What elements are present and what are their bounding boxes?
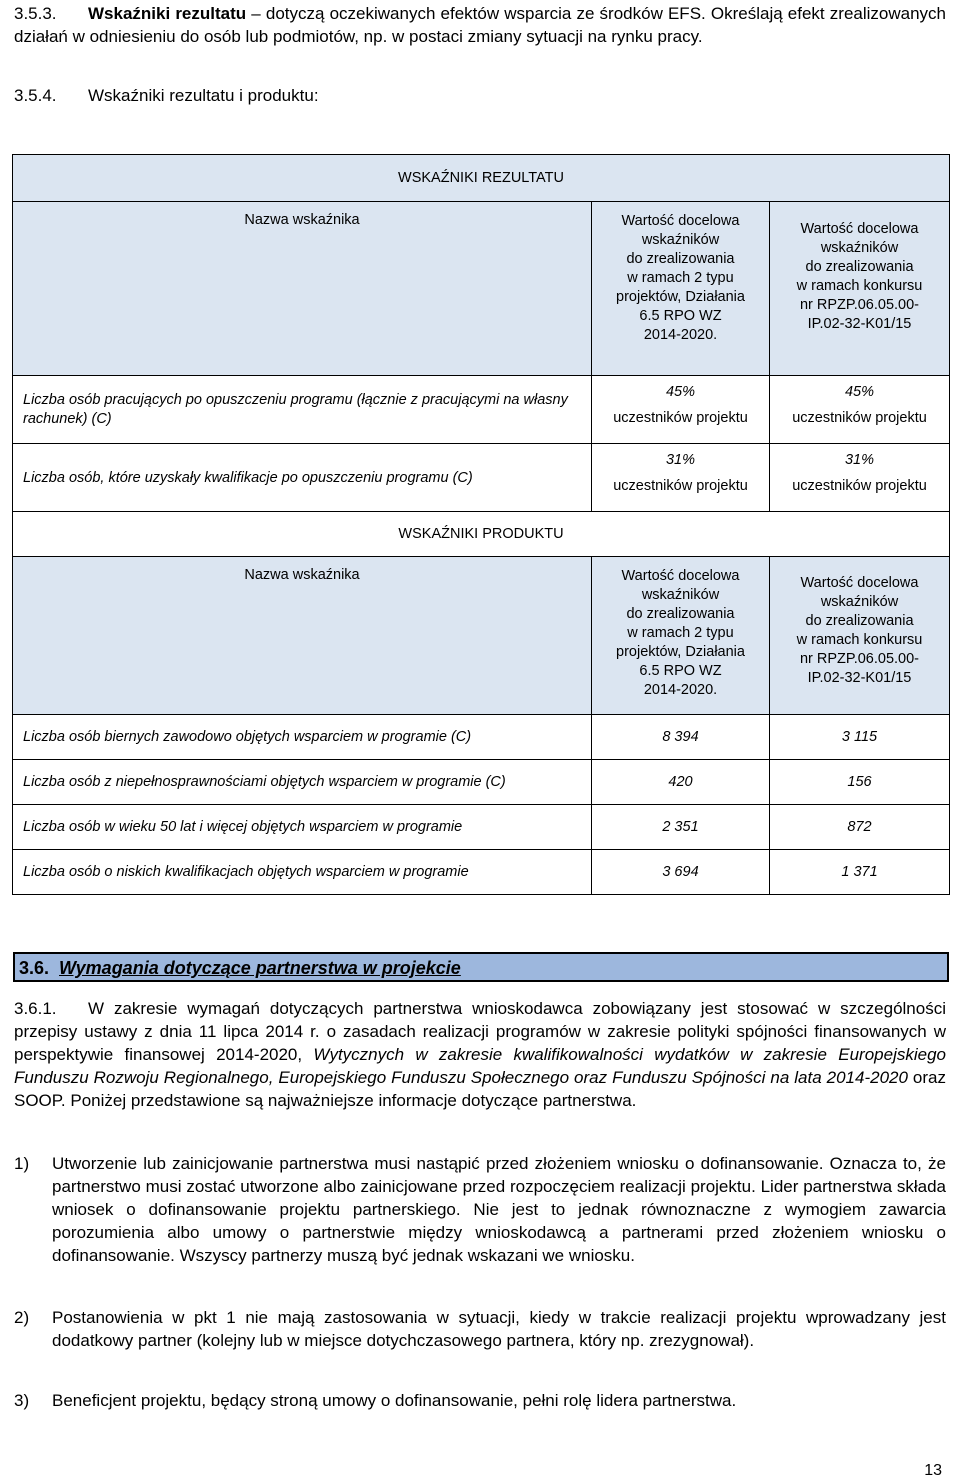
indicator-value-type2: 31% uczestników projektu — [592, 444, 770, 512]
table-row — [13, 805, 950, 850]
col-header-name: Nazwa wskaźnika — [13, 202, 592, 376]
table-row — [13, 444, 950, 512]
product-indicators-title: WSKAŹNIKI PRODUKTU — [13, 512, 950, 557]
result-indicators-title: WSKAŹNIKI REZULTATU — [13, 155, 950, 202]
indicator-value-type2: 45% uczestników projektu — [592, 376, 770, 444]
indicator-value-type2: 420 — [592, 760, 770, 805]
indicator-name: Liczba osób o niskich kwalifikacjach objętych wsparciem w programie — [13, 850, 592, 895]
table-row — [13, 850, 950, 895]
paragraph-number: 3.6.1. — [14, 999, 57, 1018]
list-item — [14, 1389, 946, 1412]
indicator-value-contest: 31% uczestników projektu — [770, 444, 950, 512]
indicator-name: Liczba osób w wieku 50 lat i więcej objętych wsparciem w programie — [13, 805, 592, 850]
list-marker: 1) — [14, 1154, 30, 1173]
indicator-name: Liczba osób biernych zawodowo objętych wsparciem w programie (C) — [13, 715, 592, 760]
list-item — [14, 1152, 946, 1267]
indicator-name: Liczba osób z niepełnosprawnościami objętych wsparciem w programie (C) — [13, 760, 592, 805]
indicator-value-contest: 872 — [770, 805, 950, 850]
col-header-target-contest: Wartość docelowa wskaźników do zrealizowania w ramach konkursu nr RPZP.06.05.00- IP.02-32-K01/15 — [770, 557, 950, 715]
indicator-value-contest: 45% uczestników projektu — [770, 376, 950, 444]
col-header-target-type2: Wartość docelowa wskaźników do zrealizowania w ramach 2 typu projektów, Działania 6.5 RPO WZ 2014-2020. — [592, 202, 770, 376]
indicator-value-type2: 8 394 — [592, 715, 770, 760]
page-number: 13 — [924, 1462, 942, 1479]
paragraph-text-italic: Wytycznych w zakresie kwalifikowalności wydatków w zakresie Europejskiego Funduszu Rozwoju Regionalnego, Europejskiego Funduszu Społecznego oraz Funduszu Spójności na lata 2014-2020 — [14, 1045, 946, 1087]
paragraph-text: W zakresie wymagań dotyczących partnerstwa wnioskodawca zobowiązany jest stosować w szczególności przepisy ustawy z dnia 11 lipca 2014 r. o zasadach realizacji programów w zakresie polityki spójności finansowanych w perspektywie finansowej 2014-2020, — [14, 999, 946, 1064]
list-marker: 3) — [14, 1391, 30, 1410]
table-row — [13, 715, 950, 760]
indicator-value-type2: 3 694 — [592, 850, 770, 895]
section-number: 3.6. — [19, 958, 50, 978]
list-item-text: Utworzenie lub zainicjowanie partnerstwa musi nastąpić przed złożeniem wniosku o dofinansowanie. Oznacza to, że partnerstwo musi zostać utworzone albo zainicjowane przed rozpoczęciem realizacji projektu. Lider partnerstwa składa wniosek o dofinansowanie projektu partnerskiego. Nie jest to jednak równoznaczne z wymogiem zawarcia porozumienia albo umowy o partnerstwie między wnioskodawcą a partnerami przed złożeniem wniosku o dofinansowanie. Wszyscy partnerzy muszą być jednak wskazani we wniosku. — [52, 1154, 946, 1265]
paragraph-3-5-4 — [14, 84, 946, 107]
col-header-name: Nazwa wskaźnika — [13, 557, 592, 715]
list-item-text: Postanowienia w pkt 1 nie mają zastosowania w sytuacji, kiedy w trakcie realizacji projektu wprowadzany jest dodatkowy partner (kolejny lub w miejsce dotychczasowego partnera, który np. zrezygnował). — [52, 1308, 946, 1350]
indicator-name: Liczba osób pracujących po opuszczeniu programu (łącznie z pracującymi na własny rachunek) (C) — [13, 376, 592, 444]
list-item — [14, 1306, 946, 1352]
paragraph-3-5-3 — [14, 2, 946, 48]
section-title: Wymagania dotyczące partnerstwa w projekcie — [59, 958, 461, 978]
indicator-value-type2: 2 351 — [592, 805, 770, 850]
table-row — [13, 376, 950, 444]
term-bold: Wskaźniki rezultatu — [88, 4, 247, 23]
indicator-value-contest: 3 115 — [770, 715, 950, 760]
table-row — [13, 760, 950, 805]
paragraph-text: – dotyczą oczekiwanych efektów wsparcia ze środków EFS. Określają efekt zrealizowanych działań w odniesieniu do osób lub podmiotów, np. w postaci zmiany sytuacji na rynku pracy. — [14, 4, 947, 46]
paragraph-number: 3.5.3. — [14, 4, 57, 23]
indicator-name: Liczba osób, które uzyskały kwalifikacje po opuszczeniu programu (C) — [13, 444, 592, 512]
indicators-table — [12, 154, 950, 895]
list-item-text: Beneficjent projektu, będący stroną umowy o dofinansowanie, pełni rolę lidera partnerstwa. — [52, 1391, 737, 1410]
paragraph-3-6-1 — [14, 997, 946, 1112]
list-marker: 2) — [14, 1308, 30, 1327]
indicator-value-contest: 156 — [770, 760, 950, 805]
col-header-target-contest: Wartość docelowa wskaźników do zrealizowania w ramach konkursu nr RPZP.06.05.00- IP.02-32-K01/15 — [770, 202, 950, 376]
paragraph-number: 3.5.4. — [14, 86, 57, 105]
paragraph-text: Wskaźniki rezultatu i produktu: — [88, 86, 319, 105]
paragraph-text: oraz SOOP. Poniżej przedstawione są najważniejsze informacje dotyczące partnerstwa. — [14, 1068, 946, 1110]
col-header-target-type2: Wartość docelowa wskaźników do zrealizowania w ramach 2 typu projektów, Działania 6.5 RPO WZ 2014-2020. — [592, 557, 770, 715]
section-heading-3-6 — [13, 952, 949, 982]
indicator-value-contest: 1 371 — [770, 850, 950, 895]
